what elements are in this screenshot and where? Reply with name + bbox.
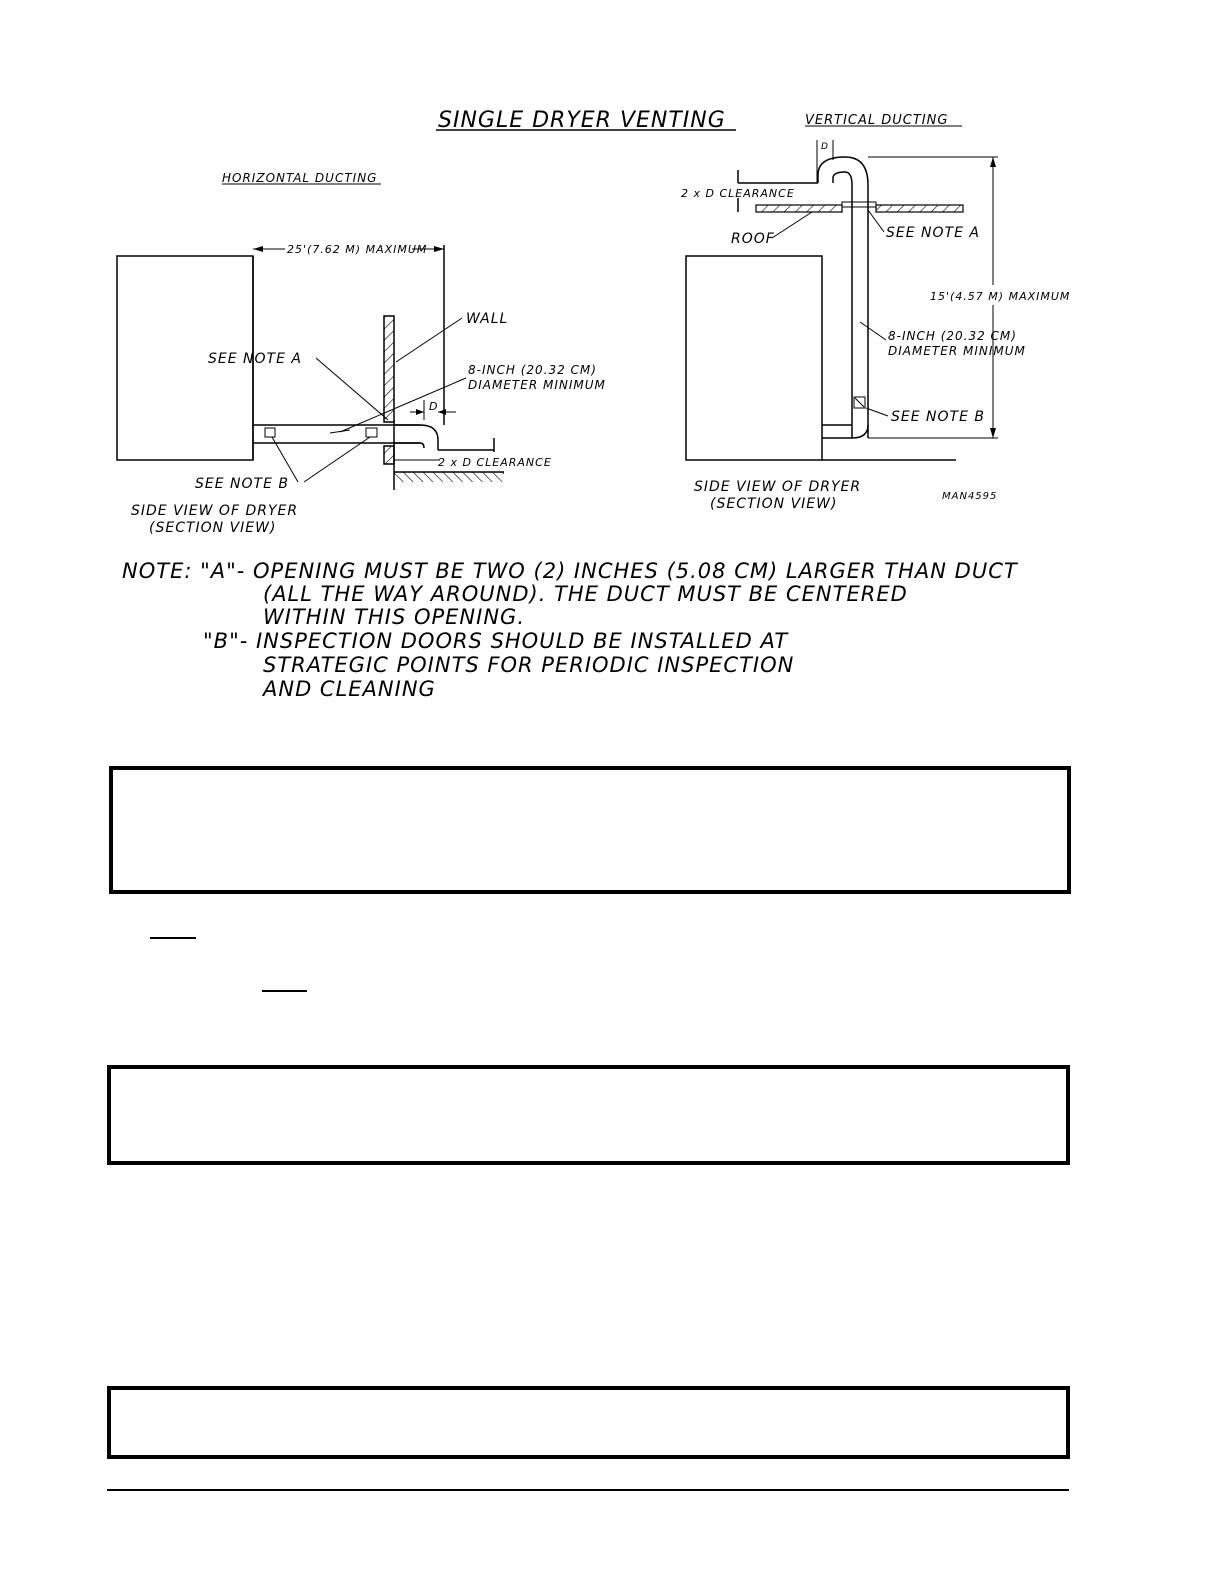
note-line-2: (ALL THE WAY AROUND). THE DUCT MUST BE CENTERED bbox=[263, 582, 908, 606]
horizontal-diameter-2: DIAMETER MINIMUM bbox=[468, 378, 606, 392]
warning-box-1 bbox=[109, 766, 1071, 894]
vertical-code: MAN4595 bbox=[942, 491, 998, 502]
vertical-dryer-box bbox=[686, 256, 822, 460]
note-line-1: NOTE: "A"- OPENING MUST BE TWO (2) INCHES (5.08 CM) LARGER THAN DUCT bbox=[122, 559, 1018, 583]
roof-hatch-left bbox=[756, 205, 842, 212]
vertical-d-label: D bbox=[821, 142, 829, 152]
vertical-note-a-leader bbox=[868, 210, 884, 232]
horizontal-see-note-b: SEE NOTE B bbox=[195, 476, 289, 492]
vertical-heading: VERTICAL DUCTING bbox=[805, 113, 949, 128]
note-line-4: "B"- INSPECTION DOORS SHOULD BE INSTALLED AT bbox=[203, 629, 789, 653]
note-a-leader bbox=[316, 358, 388, 420]
wall-leader bbox=[396, 318, 462, 362]
horizontal-d-arrowhead-left bbox=[416, 409, 424, 415]
vertical-clearance: 2 x D CLEARANCE bbox=[681, 187, 795, 200]
roof-hatch-right bbox=[876, 205, 963, 212]
underline-short-2 bbox=[262, 990, 307, 992]
vertical-side-view-1: SIDE VIEW OF DRYER bbox=[694, 479, 862, 495]
underline-short-1 bbox=[150, 937, 196, 939]
horizontal-clearance: 2 x D CLEARANCE bbox=[438, 456, 552, 469]
vertical-see-note-a: SEE NOTE A bbox=[886, 225, 980, 241]
warning-box-2 bbox=[107, 1065, 1070, 1165]
note-line-3: WITHIN THIS OPENING. bbox=[263, 605, 525, 629]
horizontal-max-length: 25'(7.62 M) MAXIMUM bbox=[287, 243, 428, 256]
inspection-door-2 bbox=[366, 428, 377, 437]
vertical-diameter-1: 8-INCH (20.32 CM) bbox=[888, 329, 1017, 343]
horizontal-d-label: D bbox=[429, 400, 439, 413]
horizontal-side-view-2: (SECTION VIEW) bbox=[149, 520, 277, 536]
horizontal-side-view-1: SIDE VIEW OF DRYER bbox=[131, 503, 299, 519]
warning-box-3 bbox=[107, 1386, 1070, 1459]
vertical-dim-arrowhead-bottom bbox=[990, 428, 996, 438]
vertical-max-length: 15'(4.57 M) MAXIMUM bbox=[930, 290, 1071, 303]
vertical-duct-base bbox=[822, 425, 868, 438]
max-length-arrowhead-left bbox=[253, 246, 263, 252]
vertical-side-view-2: (SECTION VIEW) bbox=[710, 496, 838, 512]
vertical-roof-label: ROOF bbox=[731, 231, 775, 247]
max-length-arrowhead-right bbox=[434, 246, 444, 252]
vertical-diameter-leader bbox=[860, 322, 886, 340]
note-line-5: STRATEGIC POINTS FOR PERIODIC INSPECTION bbox=[263, 653, 795, 677]
horizontal-elbow-outer bbox=[394, 425, 438, 450]
vertical-door-diag bbox=[855, 398, 864, 407]
roof-opening bbox=[842, 202, 876, 207]
vertical-dim-arrowhead-top bbox=[990, 157, 996, 167]
horizontal-elbow-inner bbox=[394, 443, 424, 448]
footer-rule bbox=[107, 1489, 1069, 1491]
horizontal-wall-label: WALL bbox=[466, 311, 509, 327]
vertical-elbow-outer bbox=[818, 157, 868, 438]
roof-leader bbox=[772, 212, 812, 238]
wall-upper bbox=[384, 316, 394, 422]
wall-lower bbox=[384, 446, 394, 464]
vertical-see-note-b: SEE NOTE B bbox=[891, 409, 985, 425]
horizontal-diameter-1: 8-INCH (20.32 CM) bbox=[468, 363, 597, 377]
horizontal-heading: HORIZONTAL DUCTING bbox=[222, 171, 378, 185]
horizontal-d-arrowhead-right bbox=[438, 409, 446, 415]
diagram-title: SINGLE DRYER VENTING bbox=[438, 108, 726, 133]
vertical-diameter-2: DIAMETER MINIMUM bbox=[888, 344, 1026, 358]
horizontal-see-note-a: SEE NOTE A bbox=[208, 351, 302, 367]
note-line-6: AND CLEANING bbox=[263, 677, 436, 701]
inspection-door-1 bbox=[265, 428, 275, 437]
ground-hatch bbox=[394, 472, 504, 482]
diameter-leader bbox=[340, 378, 466, 432]
vertical-note-b-leader bbox=[866, 408, 888, 416]
